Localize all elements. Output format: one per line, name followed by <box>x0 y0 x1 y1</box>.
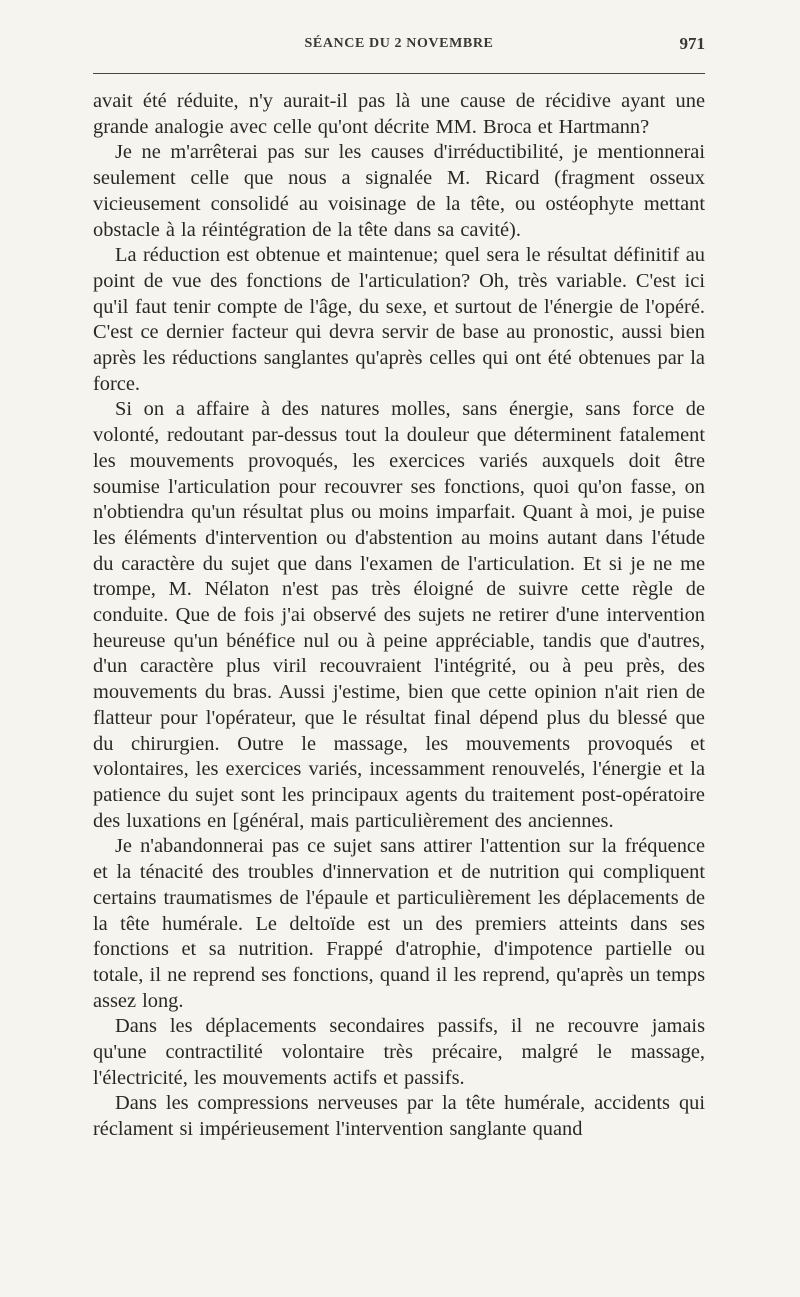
header-rule <box>93 73 705 74</box>
paragraph: Je ne m'arrêterai pas sur les causes d'irréductibilité, je mentionnerai seulement celle que nous a signalée M. Ricard (fragment osseux vicieusement consolidé au voisinage de la tête, ou ostéophyte mettant obstacle à la réintégration de la tête dans sa cavité). <box>93 141 705 241</box>
paragraph: Je n'abandonnerai pas ce sujet sans attirer l'attention sur la fréquence et la ténacité des troubles d'innervation et de nutrition qui compliquent certains traumatismes de l'épaule et particulièrement les déplacements de la tête humérale. Le deltoïde est un des premiers atteints dans ses fonctions et sa nutrition. Frappé d'atrophie, d'impotence partielle ou totale, il ne reprend ses fonctions, quand il les reprend, qu'après un temps assez long. <box>93 835 705 1012</box>
paragraph: La réduction est obtenue et maintenue; quel sera le résultat définitif au point de vue des fonctions de l'articulation? Oh, très variable. C'est ici qu'il faut tenir compte de l'âge, du sexe, et surtout de l'énergie de l'opéré. C'est ce dernier facteur qui devra servir de base au pronostic, aussi bien après les réductions sanglantes qu'après celles qui ont été obtenues par la force. <box>93 244 705 395</box>
paragraph: Si on a affaire à des natures molles, sans énergie, sans force de volonté, redoutant par-dessus tout la douleur que déterminent fatalement les mouvements provoqués, les exercices variés auxquels doit être soumise l'articulation pour recouvrer ses fonctions, quoi qu'on fasse, on n'obtiendra qu'un résultat plus ou moins imparfait. Quant à moi, je puise les éléments d'intervention ou d'abstention au moins autant dans l'étude du caractère du sujet que dans l'examen de l'articulation. Et si je ne me trompe, M. Nélaton n'est pas très éloigné de suivre cette règle de conduite. Que de fois j'ai observé des sujets ne retirer d'une intervention heureuse qu'un bénéfice nul ou à peine appréciable, tandis que d'autres, d'un caractère plus viril recouvraient l'intégrité, ou à peu près, des mouvements du bras. Aussi j'estime, bien que cette opinion n'ait rien de flatteur pour l'opérateur, que le résultat final dépend plus du blessé que du chirurgien. Outre le massage, les mouvements provoqués et volontaires, les exercices variés, incessamment renouvelés, l'énergie et la patience du sujet sont les principaux agents du traitement post-opératoire des luxations en [général, mais particulièrement des anciennes. <box>93 398 705 832</box>
paragraph: Dans les compressions nerveuses par la tête humérale, accidents qui réclament si impérieusement l'intervention sanglante quand <box>93 1092 705 1141</box>
running-title: SÉANCE DU 2 NOVEMBRE <box>304 36 494 51</box>
paragraph: Dans les déplacements secondaires passifs, il ne recouvre jamais qu'une contractilité volontaire très précaire, malgré le massage, l'électricité, les mouvements actifs et passifs. <box>93 1015 705 1089</box>
paragraph-continued: avait été réduite, n'y aurait-il pas là une cause de récidive ayant une grande analogie avec celle qu'ont décrite MM. Broca et Hartmann? <box>93 90 705 138</box>
running-head <box>93 36 705 60</box>
body-text <box>93 89 705 1143</box>
page-number: 971 <box>679 34 705 53</box>
